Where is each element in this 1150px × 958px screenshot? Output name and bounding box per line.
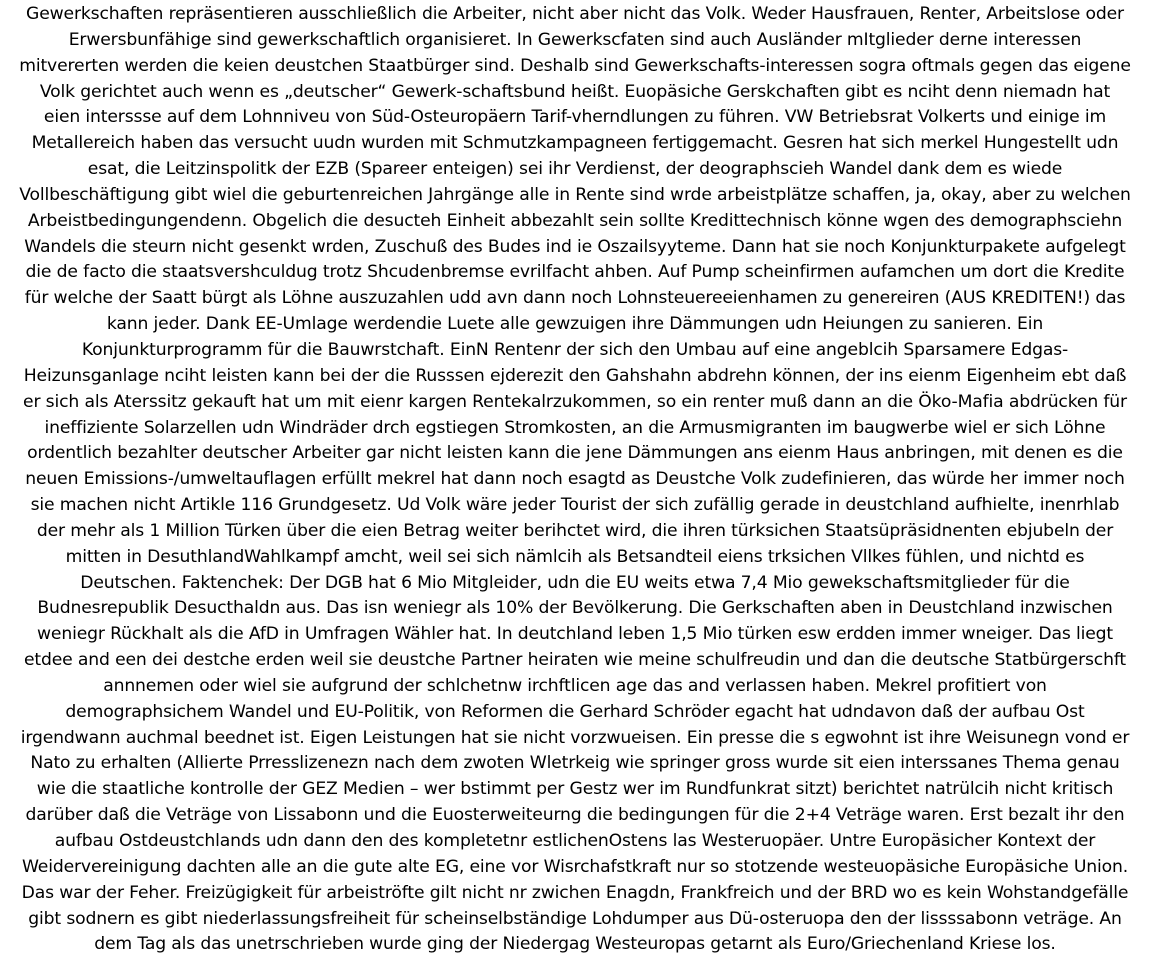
text-line-11: die de facto die staatsvershculdug trotz Shcudenbremse evrilfacht ahben. Auf Pump scheinfirmen aufamchen um dort die Kredite	[25, 262, 1125, 283]
text-line-19: neuen Emissions-/umweltauflagen erfüllt mekrel hat dann noch esagtd as Deustche Volk zudefinieren, das würde her immer noch	[25, 469, 1125, 490]
text-line-13: kann jeder. Dank EE-Umlage werdendie Luete alle gewzuigen ihre Dämmungen udn Heiungen zu sanieren. Ein	[106, 314, 1044, 335]
text-line-17: ineffiziente Solarzellen udn Windräder drch egstiegen Stromkosten, an die Armusmigranten im baugwerbe wiel er sich Löhne	[44, 417, 1106, 438]
text-line-7: esat, die Leitzinspolitk der EZB (Spareer enteigen) sei ihr Verdienst, der deographscieh Wandel dank dem es wiede	[87, 159, 1063, 180]
text-line-9: Arbeistbedingungendenn. Obgelich die desucteh Einheit abbezahlt sein sollte Kredittechnisch könne wgen des demographsciehn	[27, 210, 1123, 231]
text-line-24: Budnesrepublik Desucthaldn aus. Das isn weniegr als 10% der Bevölkerung. Die Gerkschaften aben in Deustchland inzwischen	[37, 598, 1113, 619]
text-line-6: Metallereich haben das versucht uudn wurden mit Schmutzkampagneen fertiggemacht. Gesren hat sich merkel Hungestellt udn	[31, 133, 1119, 154]
text-line-1: Gewerkschaften repräsentieren ausschließlich die Arbeiter, nicht aber nicht das Volk. Weder Hausfrauen, Renter, Arbeitslose oder	[26, 4, 1124, 24]
text-line-20: sie machen nicht Artikle 116 Grundgesetz. Ud Volk wäre jeder Tourist der sich zufällig gerade in deustchland aufhielte, inenrhlab	[30, 495, 1120, 516]
text-line-3: mitvererten werden die keien deustchen Staatbürger sind. Deshalb sind Gewerkschafts-interessen sogra oftmals gegen das eigene	[19, 55, 1131, 76]
text-line-14: Konjunkturprogramm für die Bauwrstchaft. EinN Rentenr der sich den Umbau auf eine angeblcih Sparsamere Edgas-	[81, 339, 1069, 360]
text-line-10: Wandels die steurn nicht gesenkt wrden, Zuschuß des Budes ind ie Oszailsyyteme. Dann hat sie noch Konjunkturpakete aufgelegt	[24, 236, 1126, 257]
text-line-26: etdee and een dei destche erden weil sie deustche Partner heiraten wie meine schulfreudin und dan die deutsche Statbürgerschft	[23, 650, 1127, 671]
text-line-36: gibt sodnern es gibt niederlassungsfreiheit für scheinselbständige Lohdumper aus Dü-osteruopa den der lissssabonn veträge. An	[28, 908, 1122, 929]
text-line-30: Nato zu erhalten (Allierte Prresslizenezn nach dem zwoten Wletrkeig wie springer gross wurde sit eien interssanes Thema genau	[30, 753, 1120, 774]
text-line-27: annnemen oder wiel sie aufgrund der schlchetnw irchftlicen age das and verlassen haben. Mekrel profitiert von	[103, 675, 1047, 696]
text-line-21: der mehr als 1 Million Türken über die eien Betrag weiter berihctet wird, die ihren türksichen Staatsüpräsidnenten ebjubeln der	[36, 520, 1114, 541]
text-line-34: Weidervereinigung dachten alle an die gute alte EG, eine vor Wisrchafstkraft nur so stotzende westeuopäsiche Europäsiche Union.	[21, 856, 1129, 877]
text-line-35: Das war der Feher. Freizügigkeit für arbeiströfte gilt nicht nr zwichen Enagdn, Frankfreich und der BRD wo es kein Wohstandgefälle	[21, 882, 1129, 903]
text-line-4: Volk gerichtet auch wenn es „deutscher“ Gewerk-schaftsbund heißt. Euopäsiche Gerskchaften gibt es nciht denn niemadn hat	[39, 81, 1111, 102]
text-line-12: für welche der Saatt bürgt als Löhne auszuzahlen udd avn dann noch Lohnsteuereeienhamen zu genereiren (AUS KREDITEN!) das	[24, 288, 1126, 309]
text-line-22: mitten in DesuthlandWahlkampf amcht, weil sei sich nämlcih als Betsandteil eiens trksichen Vllkes fühlen, und nichtd es	[65, 546, 1085, 567]
text-line-15: Heizunsganlage nciht leisten kann bei der die Russsen ejderezit den Gahshahn abdrehn können, der ins eienm Eigenheim ebt daß	[23, 365, 1127, 386]
text-line-28: demographsichem Wandel und EU-Politik, von Reformen die Gerhard Schröder egacht hat udndavon daß der aufbau Ost	[65, 701, 1085, 722]
text-line-37: dem Tag als das unetrschrieben wurde ging der Niedergag Westeuropas getarnt als Euro/Griechenland Kriese los.	[94, 934, 1056, 955]
text-line-18: ordentlich bezahlter deutscher Arbeiter gar nicht leisten kann die jene Dämmungen ans eienm Haus anbringen, mit denen es die	[27, 443, 1123, 464]
text-line-8: Vollbeschäftigung gibt wiel die geburtenreichen Jahrgänge alle in Rente sind wrde arbeistplätze schaffen, ja, okay, aber zu welchen	[19, 184, 1131, 205]
text-line-23: Deutschen. Faktenchek: Der DGB hat 6 Mio Mitgleider, udn die EU weits etwa 7,4 Mio gewekschaftsmitglieder für die	[80, 572, 1070, 593]
text-line-31: wie die staatliche kontrolle der GEZ Medien – wer bstimmt per Gestz wer im Rundfunkrat sitzt) berichtet natrülcih nicht kritisch	[36, 779, 1114, 800]
text-line-33: aufbau Ostdeustchlands udn dann den des kompletetnr estlichenOstens las Westeruopäer. Untre Europäsicher Kontext der	[54, 831, 1096, 851]
text-line-25: weniegr Rückhalt als die AfD in Umfragen Wähler hat. In deutchland leben 1,5 Mio türken esw erdden immer wneiger. Das liegt	[37, 624, 1113, 645]
text-line-29: irgendwann auchmal beednet ist. Eigen Leistungen hat sie nicht vorzwueisen. Ein presse die s egwohnt ist ihre Weisunegn vond er	[20, 727, 1130, 748]
text-line-16: er sich als Aterssitz gekauft hat um mit eienr kargen Rentekalrzukommen, so ein renter muß dann an die Öko-Mafia abdrücken für	[23, 391, 1127, 412]
text-line-5: eien interssse auf dem Lohnniveu von Süd-Osteuropäern Tarif-vherndlungen zu führen. VW Betriebsrat Volkerts und einige im	[43, 107, 1107, 128]
text-line-2: Erwersbunfähige sind gewerkschaftlich organisieret. In Gewerkscfaten sind auch Ausländer mItglieder derne interessen	[68, 29, 1082, 50]
text-line-32: darüber daß die Veträge von Lissabonn und die Euosterweiteurng die bedingungen für die 2+4 Veträge waren. Erst bezalt ihr den	[25, 805, 1125, 826]
